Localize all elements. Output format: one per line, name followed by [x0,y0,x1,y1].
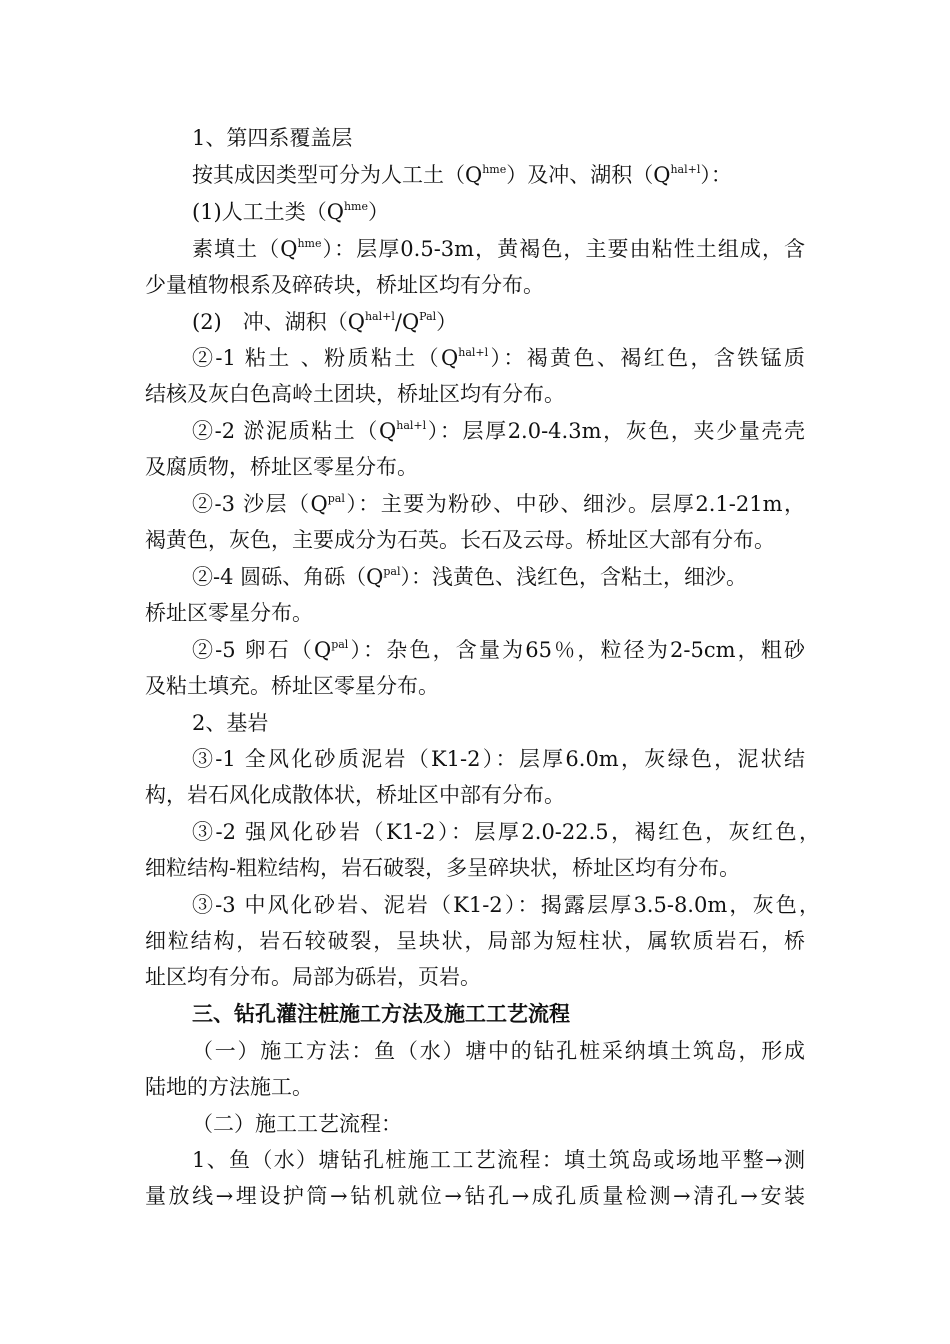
paragraph-layer-2-4-line1: ②-4 圆砾、角砾$(Q^{pal})$：浅黄色、浅红色，含粘土，细沙。 [192,565,747,589]
paragraph-layer-3-1-line2: 构，岩石风化成散体状，桥址区中部有分布。 [145,783,565,807]
paragraph-construction-method-line2: 陆地的方法施工。 [145,1075,313,1099]
paragraph-construction-method-line1: （一）施工方法：鱼（水）塘中的钻孔桩采纳填土筑岛，形成 [192,1039,805,1063]
subheading-process-flow: （二）施工工艺流程： [192,1112,402,1136]
paragraph-layer-2-5-line1: ②-5 卵石$(Q^{pal})$：杂色，含量为65％，粒径为2-5cm，粗砂 [192,638,805,662]
paragraph-plain-fill-line1: 素填土$(Q^{hme})$：层厚0.5-3m，黄褐色，主要由粘性土组成，含 [192,237,806,261]
paragraph-genesis-types: 按其成因类型可分为人工土$(Q^{hme})$及冲、湖积$(Q^{hal+l})$： [192,163,732,187]
paragraph-layer-3-3-line1: ③-3 中风化砂岩、泥岩（K1-2）：揭露层厚3.5-8.0m，灰色， [192,893,820,917]
paragraph-layer-3-2-line1: ③-2 强风化砂岩（K1-2）：层厚2.0-22.5，褐红色，灰红色， [192,820,820,844]
paragraph-process-flow-line2: 量放线→埋设护筒→钻机就位→钻孔→成孔质量检测→清孔→安装 [145,1184,805,1208]
paragraph-layer-3-3-line3: 址区均有分布。局部为砾岩，页岩。 [145,965,481,989]
subheading-alluvial-lacustrine: (2) 冲、湖积$(Q^{hal+l}/Q^{Pal})$ [192,310,458,334]
paragraph-layer-3-3-line2: 细粒结构，岩石较破裂，呈块状，局部为短柱状，属软质岩石，桥 [145,929,805,953]
paragraph-layer-2-3-line1: ②-3 沙层$(Q^{pal})$：主要为粉砂、中砂、细沙。层厚2.1-21m， [192,492,805,516]
paragraph-layer-2-2-line1: ②-2 淤泥质粘土$(Q^{hal+l})$：层厚2.0-4.3m，灰色，夹少量壳壳 [192,419,805,443]
subheading-artificial-soil: (1)人工土类$(Q^{hme})$ [192,200,389,224]
paragraph-layer-2-1-line2: 结核及灰白色高岭土团块，桥址区均有分布。 [145,382,565,406]
paragraph-layer-2-5-line2: 及粘土填充。桥址区零星分布。 [145,674,439,698]
paragraph-layer-2-4-line2: 桥址区零星分布。 [145,601,313,625]
paragraph-plain-fill-line2: 少量植物根系及碎砖块，桥址区均有分布。 [145,273,544,297]
paragraph-layer-2-3-line2: 褐黄色，灰色，主要成分为石英。长石及云母。桥址区大部有分布。 [145,528,775,552]
section-heading-quaternary-cover: 1、第四系覆盖层 [192,126,353,150]
section-heading-bedrock: 2、基岩 [192,711,269,735]
paragraph-layer-3-2-line2: 细粒结构-粗粒结构，岩石破裂，多呈碎块状，桥址区均有分布。 [145,856,741,880]
section-heading-bored-pile-construction: 三、钻孔灌注桩施工方法及施工工艺流程 [192,1001,570,1026]
paragraph-layer-3-1-line1: ③-1 全风化砂质泥岩（K1-2）：层厚6.0m，灰绿色，泥状结 [192,747,805,771]
paragraph-layer-2-1-line1: ②-1 粘土 、粉质粘土$(Q^{hal+l})$：褐黄色、褐红色，含铁锰质 [192,346,805,370]
paragraph-layer-2-2-line2: 及腐质物，桥址区零星分布。 [145,455,418,479]
paragraph-process-flow-line1: 1、鱼（水）塘钻孔桩施工工艺流程：填土筑岛或场地平整→测 [192,1148,805,1172]
